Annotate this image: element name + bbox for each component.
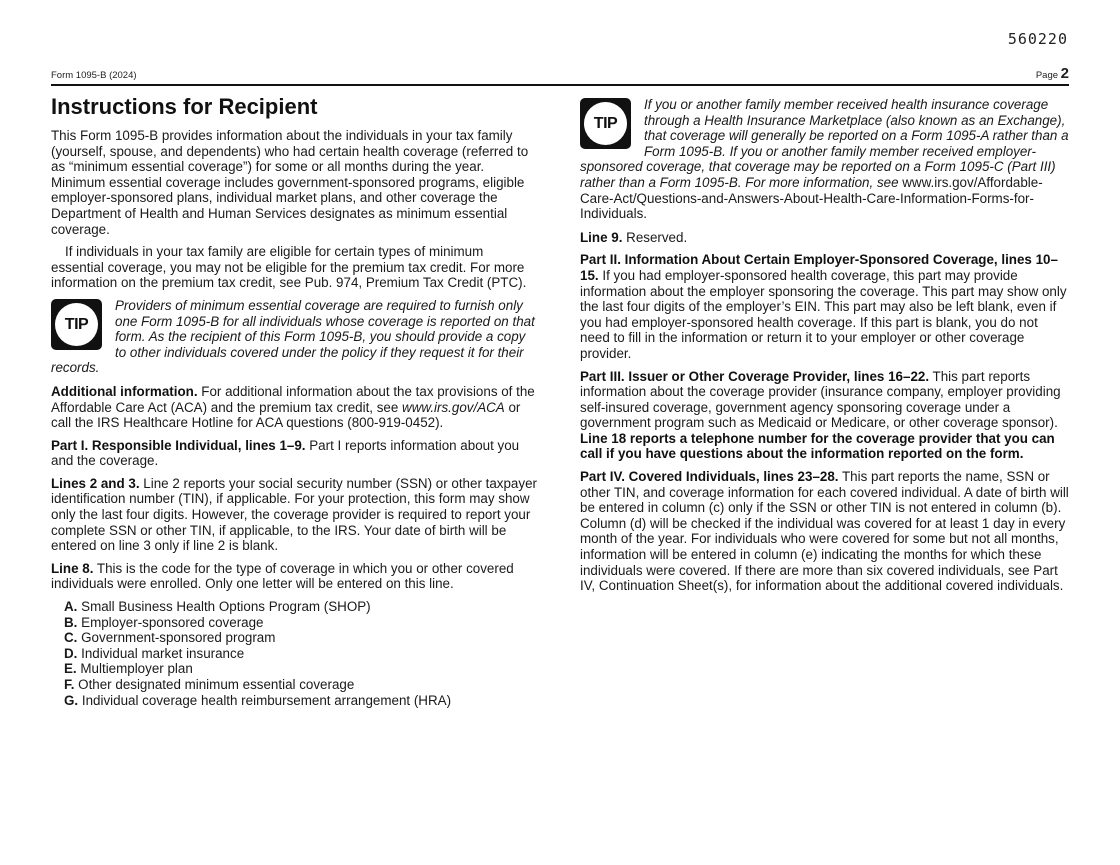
- tip-text: Providers of minimum essential coverage are required to furnish only one Form 1095-B for all individuals whose coverage is reported on that form. As the recipient of this Form 1095-B, you should provide a copy to other individuals covered under the policy if they request it for their records.: [51, 297, 535, 376]
- part2-heading: Part II. Information About Certain Employer-Sponsored Coverage, lines 10–15.: [580, 252, 1058, 283]
- part3-paragraph: [580, 369, 1070, 463]
- right-column: [580, 97, 1070, 601]
- tip-box-providers: [51, 298, 539, 376]
- code-letter: F.: [64, 677, 75, 692]
- irs-faq-link[interactable]: www.irs.gov/Affordable-Care-Act/Questions-and-Answers-About-Health-Care-Information-Forms-for-Individuals.: [580, 174, 1043, 222]
- part2-text: If you had employer-sponsored health coverage, this part may provide information about the employer sponsoring the coverage. This part may show only the last four digits of the employer’s EIN. This part may also be left blank, even if you had employer-sponsored health coverage. If this part is blank, you do not need to fill in the information or return it to your employer or other coverage provider.: [580, 267, 1067, 361]
- line9-text: Reserved.: [622, 229, 688, 245]
- code-label: Multiemployer plan: [80, 661, 193, 677]
- part4-text: This part reports the name, SSN or other TIN, and coverage information for each covered individual. A date of birth will be entered in column (c) only if the SSN or other TIN is not entered in column (b). Column (d) will be checked if the individual was covered for at least 1 day in every month of the year. For individuals who were covered for some but not all months, information will be entered in column (e) indicating the months for which these individuals were covered. If there are more than six covered individuals, see Part IV, Continuation Sheet(s), for information about the additional covered individuals.: [580, 469, 1069, 594]
- line8-heading: Line 8.: [51, 560, 94, 576]
- part1-text: Part I reports information about you and the coverage.: [51, 437, 520, 469]
- page-number-value: 2: [1060, 65, 1069, 82]
- part4-paragraph: [580, 469, 1070, 594]
- part3-text: This part reports information about the coverage provider (insurance company, employer providing self-insured coverage, government agency sponsoring coverage under a government program such as Medicaid or Medicare, or other coverage sponsor).: [580, 368, 1061, 431]
- form-barcode-number: 560220: [1007, 30, 1068, 48]
- code-label: Government-sponsored program: [81, 630, 276, 646]
- code-letter: G.: [64, 692, 79, 708]
- intro-paragraph: This Form 1095-B provides information about the individuals in your tax family (yourself, spouse, and dependents) who had certain health coverage (referred to as “minimum essential coverage”) for some or all months during the year. Minimum essential coverage includes government-sponsored programs, eligible employer-sponsored plans, individual market plans, and other coverage the Department of Health and Human Services designates as minimum essential coverage.: [51, 128, 529, 237]
- coverage-code-item: [64, 677, 539, 693]
- aca-link[interactable]: www.irs.gov/ACA: [402, 399, 505, 415]
- premium-credit-paragraph: If individuals in your tax family are eligible for certain types of minimum essential coverage, you may not be eligible for the premium tax credit. For more information on the premium tax credit, see Pub. 974, Premium Tax Credit (PTC).: [51, 244, 527, 291]
- part4-heading: Part IV. Covered Individuals, lines 23–28.: [580, 469, 839, 485]
- part3-heading: Part III. Issuer or Other Coverage Provider, lines 16–22.: [580, 368, 930, 384]
- lines-2-3-paragraph: [51, 476, 539, 554]
- coverage-code-item: [64, 661, 539, 677]
- coverage-code-item: [64, 693, 539, 709]
- tip-icon-label: TIP: [55, 303, 98, 346]
- coverage-code-item: [64, 646, 539, 662]
- tip-text: If you or another family member received health insurance coverage through a Health Insurance Marketplace (also known as an Exchange), that coverage will generally be reported on a Form 1095-A rather than a Form 1095-B. If you or another family member received employer-sponsored coverage, that coverage may be reported on a Form 1095-C (Part III) rather than a Form 1095-B. For more information, see: [580, 97, 1069, 190]
- additional-info-text: For additional information about the tax provisions of the Affordable Care Act (ACA) and the premium tax credit, see: [51, 383, 535, 415]
- page-header: [51, 66, 1069, 86]
- line18-note: Line 18 reports a telephone number for the coverage provider that you can call if you have questions about the information reported on the form.: [580, 430, 1055, 462]
- code-letter: A.: [64, 599, 78, 615]
- tip-icon: [51, 299, 102, 350]
- tip-icon-label: TIP: [584, 102, 627, 145]
- lines-2-3-text: Line 2 reports your social security number (SSN) or other taxpayer identification number (TIN), if applicable. For your protection, this form may show only the last four digits. However, the coverage provider is required to report your complete SSN or other TIN, if applicable, to the IRS. Your date of birth will be entered on line 3 only if line 2 is blank.: [51, 475, 537, 554]
- left-column: [51, 94, 539, 708]
- page-title: Instructions for Recipient: [51, 94, 318, 119]
- page-label: Page: [1035, 70, 1059, 81]
- code-label: Individual coverage health reimbursement arrangement (HRA): [81, 692, 452, 708]
- coverage-code-item: [64, 599, 539, 615]
- coverage-codes-list: [51, 599, 539, 708]
- code-label: Employer-sponsored coverage: [81, 614, 264, 630]
- tip-icon: [580, 98, 631, 149]
- code-label: Other designated minimum essential coverage: [78, 677, 355, 692]
- code-letter: E.: [64, 661, 77, 677]
- code-letter: D.: [64, 645, 78, 661]
- line8-text: This is the code for the type of coverage in which you or other covered individuals were enrolled. Only one letter will be entered on this line.: [51, 560, 514, 592]
- code-label: Individual market insurance: [81, 645, 245, 661]
- part1-heading: Part I. Responsible Individual, lines 1–9.: [51, 437, 306, 453]
- form-id: Form 1095-B (2024): [51, 70, 137, 81]
- line9-paragraph: [580, 230, 1070, 246]
- coverage-code-item: [64, 615, 539, 631]
- line8-paragraph: [51, 561, 539, 592]
- additional-info-paragraph: [51, 384, 539, 431]
- additional-info-heading: Additional information.: [51, 383, 198, 399]
- part1-paragraph: [51, 438, 539, 469]
- tip-box-marketplace: [580, 97, 1070, 222]
- line9-heading: Line 9.: [580, 229, 623, 245]
- code-letter: B.: [64, 614, 78, 630]
- coverage-code-item: [64, 630, 539, 646]
- code-label: Small Business Health Options Program (SHOP): [81, 599, 371, 615]
- page-number: [1036, 65, 1069, 82]
- part2-paragraph: [580, 252, 1070, 361]
- code-letter: C.: [64, 630, 78, 646]
- lines-2-3-heading: Lines 2 and 3.: [51, 475, 140, 491]
- additional-info-text-end: or call the IRS Healthcare Hotline for ACA questions (800-919-0452).: [51, 399, 521, 431]
